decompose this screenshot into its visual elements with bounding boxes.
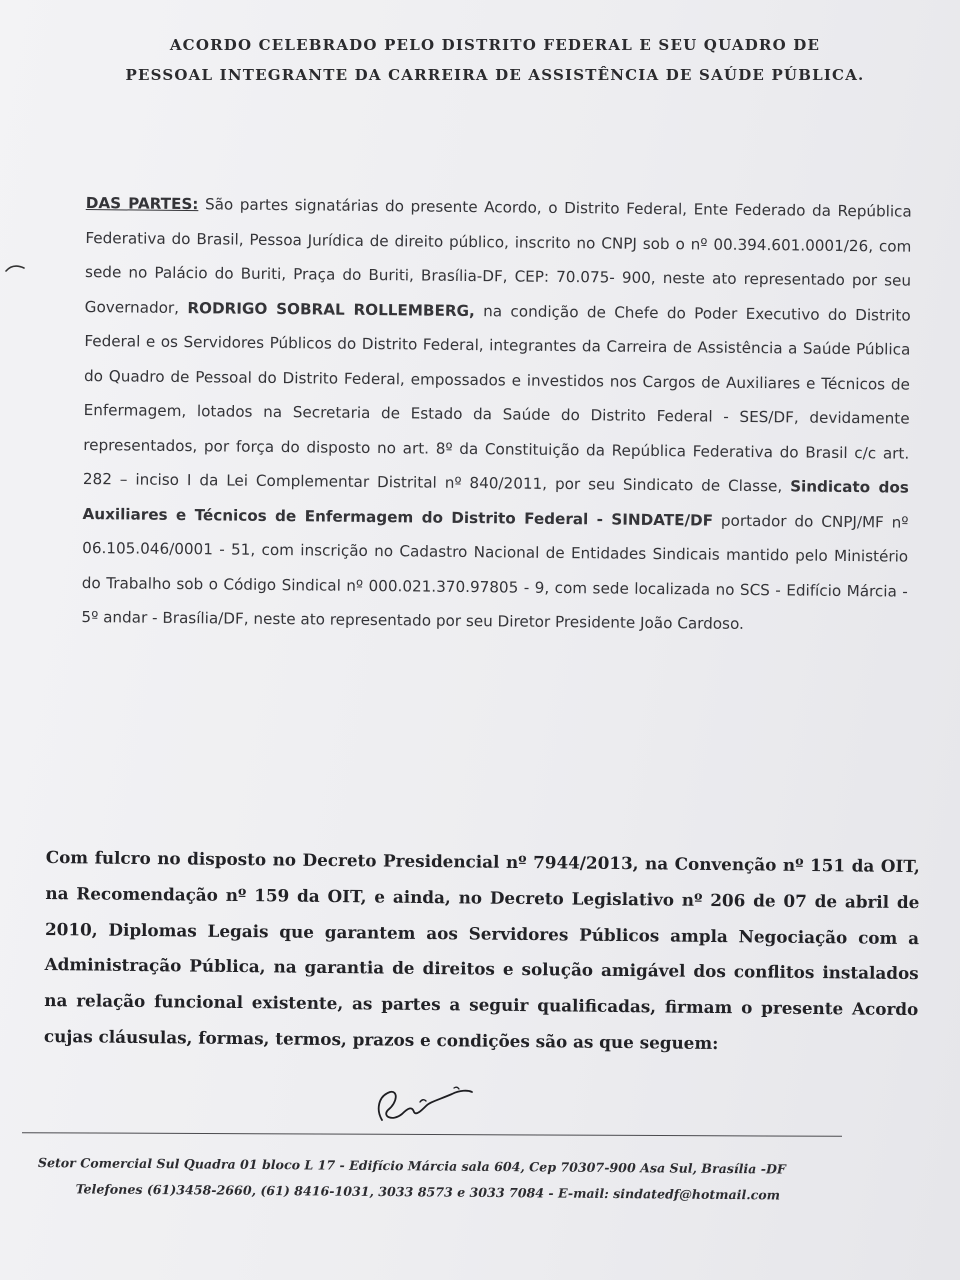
footer-contacts: Telefones (61)3458-2660, (61) 8416-1031, 3033 8573 e 3033 7084 - E-mail: sindatedf@hotmail.com [75, 1181, 781, 1203]
title-line: ACORDO CELEBRADO PELO DISTRITO FEDERAL E SEU QUADRO DE [169, 36, 821, 54]
parties-text: na condição de Chefe do Poder Executivo do Distrito Federal e os Servidores Públicos do Distrito Federal, integrantes da Carreira de Assistência a Saúde Pública do Quadro de Pessoal do Distrito Federal, empossados e investidos nos Cargos de Auxiliares e Técnicos de Enfermagem, lotados na Secretaria de Estado da Saúde do Distrito Federal - SES/DF, devidamente representados, por força do disposto no art. 8º da Constituição da República Federativa do Brasil c/c art. 282 – inciso I da Lei Complementar Distrital nº 840/2011, por seu Sindicato de Classe, [82, 301, 911, 496]
handwritten-mark-icon [4, 262, 26, 274]
document-title [70, 30, 920, 90]
footer-address: Setor Comercial Sul Quadra 01 bloco L 17 - Edifício Márcia sala 604, Cep 70307-900 Asa Sul, Brasília -DF [37, 1154, 786, 1177]
footer-divider [22, 1132, 842, 1137]
title-line: PESSOAL INTEGRANTE DA CARREIRA DE ASSISTÊNCIA DE SAÚDE PÚBLICA. [125, 66, 865, 84]
parties-text: São partes signatárias do presente Acordo, o Distrito Federal, Ente Federado da República Federativa do Brasil, Pessoa Jurídica de direito público, inscrito no CNPJ sob o nº 00.394.601.0001/26, com sede no Palácio do Buriti, Praça do Buriti, Brasília-DF, CEP: 70.075- 900, neste ato representado por seu Governador, [84, 195, 912, 317]
letterhead-footer [38, 1150, 938, 1210]
parties-heading: DAS PARTES: [85, 193, 199, 214]
legal-basis-paragraph: Com fulcro no disposto no Decreto Presidencial nº 7944/2013, na Convenção nº 151 da OIT, na Recomendação nº 159 da OIT, e ainda, no Decreto Legislativo nº 206 de 07 de abril de 2010, Diplomas Legais que garantem aos Servidores Públicos ampla Negociação com a Administração Pública, na garantia de direitos e solução amigável dos conflitos instalados na relação funcional existente, as partes a seguir qualificadas, firmam o presente Acordo cujas cláusulas, formas, termos, prazos e condições são as que seguem: [43, 846, 920, 1054]
parties-text: portador do CNPJ/MF nº 06.105.046/0001 - 51, com inscrição no Cadastro Nacional de Entidades Sindicais mantido pelo Ministério do Trabalho sob o Código Sindical nº 000.021.370.97805 - 9, com sede localizada no SCS - Edifício Márcia - 5º andar - Brasília/DF, neste ato representado por seu Diretor Presidente João Cardoso. [81, 511, 909, 633]
parties-paragraph [81, 186, 912, 643]
signature-icon [368, 1080, 478, 1128]
governor-name: RODRIGO SOBRAL ROLLEMBERG, [187, 298, 475, 320]
union-name: Sindicato dos Auxiliares e Técnicos de Enfermagem do Distrito Federal - SINDATE/DF [82, 477, 909, 530]
